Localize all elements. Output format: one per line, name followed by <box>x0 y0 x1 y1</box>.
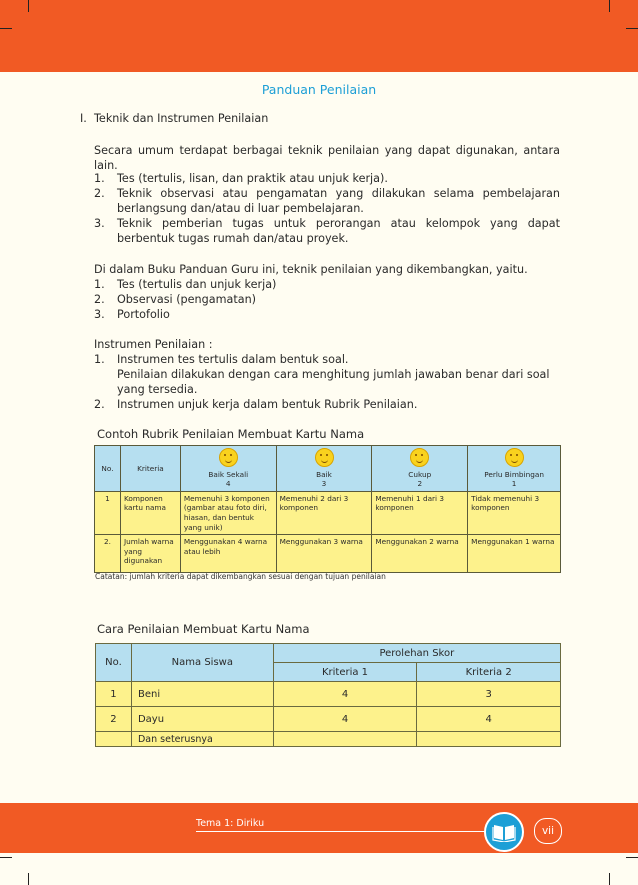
table-row: 1 Komponen kartu nama Memenuhi 3 komponen (gambar atau foto diri, hiasan, dan bentuk yang unik) Memenuhi 2 dari 3 komponen Memenuhi 1 dari 3 komponen Tidak memenuhi 3 komponen <box>95 491 561 534</box>
crop-mark <box>0 857 12 858</box>
rubric-table <box>94 445 561 573</box>
list-item: Tes (tertulis, lisan, dan praktik atau unjuk kerja). <box>117 172 388 185</box>
table-row: 2. Jumlah warna yang digunakan Menggunakan 4 warna atau lebih Menggunakan 3 warna Menggunakan 2 warna Menggunakan 1 warna <box>95 535 561 573</box>
crop-mark <box>609 873 610 885</box>
list-item: Teknik observasi atau pengamatan yang dilakukan selama pembelajaran berlangsung dan/atau di luar pembelajaran. <box>117 187 560 216</box>
list-number: 1. <box>94 278 105 291</box>
smiley-face-icon <box>410 448 429 467</box>
top-band <box>0 0 638 72</box>
book-icon <box>484 812 524 852</box>
intro-text: Secara umum terdapat berbagai teknik penilaian yang dapat digunakan, antara lain. <box>94 144 560 173</box>
rubric-header-row <box>95 446 561 492</box>
rubric-level-3: Baik 3 <box>276 446 372 492</box>
list-number: 2. <box>94 293 105 306</box>
footer-divider <box>196 831 486 832</box>
score-header-k2: Kriteria 2 <box>417 663 561 682</box>
page-number: vii <box>534 818 562 844</box>
rubric-level-2: Cukup 2 <box>372 446 468 492</box>
section-heading: Teknik dan Instrumen Penilaian <box>94 112 269 125</box>
smiley-face-icon <box>505 448 524 467</box>
rubric-level-4: Baik Sekali 4 <box>180 446 276 492</box>
rubric-note: Catatan: jumlah kriteria dapat dikembangkan sesuai dengan tujuan penilaian <box>95 572 386 581</box>
list-number: 1. <box>94 172 105 185</box>
list-item-sub: Penilaian dilakukan dengan cara menghitung jumlah jawaban benar dari soal yang tersedia. <box>117 368 550 397</box>
list-number: 2. <box>94 398 105 411</box>
list-number: 1. <box>94 353 105 366</box>
list-item: Observasi (pengamatan) <box>117 293 257 306</box>
list-number: 2. <box>94 187 105 200</box>
score-caption: Cara Penilaian Membuat Kartu Nama <box>97 622 310 636</box>
footer-theme: Tema 1: Diriku <box>196 818 265 829</box>
developed-text: Di dalam Buku Panduan Guru ini, teknik penilaian yang dikembangkan, yaitu. <box>94 263 528 276</box>
crop-mark <box>626 857 638 858</box>
score-header-name: Nama Siswa <box>131 644 273 682</box>
crop-mark <box>626 28 638 29</box>
smiley-face-icon <box>315 448 334 467</box>
rubric-level-1: Perlu Bimbingan 1 <box>468 446 561 492</box>
list-item: Teknik pemberian tugas untuk perorangan atau kelompok yang dapat berbentuk tugas rumah dan/atau proyek. <box>117 217 560 246</box>
section-number: I. <box>80 112 87 125</box>
table-row <box>96 732 561 747</box>
table-row: 1 Beni 4 3 <box>96 682 561 707</box>
instruments-heading: Instrumen Penilaian : <box>94 338 213 351</box>
score-table <box>95 643 561 747</box>
crop-mark <box>0 28 12 29</box>
list-number: 3. <box>94 217 105 230</box>
rubric-header-no: No. <box>95 446 121 492</box>
list-item: Tes (tertulis dan unjuk kerja) <box>117 278 277 291</box>
score-header-group: Perolehan Skor <box>273 644 560 663</box>
footer-row-label: Dan seterusnya <box>131 732 273 747</box>
score-header-no: No. <box>96 644 132 682</box>
rubric-caption: Contoh Rubrik Penilaian Membuat Kartu Nama <box>97 427 365 441</box>
table-row: 2 Dayu 4 4 <box>96 707 561 732</box>
page-title: Panduan Penilaian <box>261 82 377 97</box>
crop-mark <box>28 873 29 885</box>
score-header-row <box>96 644 561 663</box>
crop-mark <box>609 0 610 12</box>
smiley-face-icon <box>219 448 238 467</box>
score-header-k1: Kriteria 1 <box>273 663 417 682</box>
list-item: Portofolio <box>117 308 170 321</box>
crop-mark <box>28 0 29 12</box>
list-item: Instrumen tes tertulis dalam bentuk soal. <box>117 353 349 366</box>
rubric-header-kriteria: Kriteria <box>120 446 180 492</box>
list-number: 3. <box>94 308 105 321</box>
list-item: Instrumen unjuk kerja dalam bentuk Rubrik Penilaian. <box>117 398 418 411</box>
